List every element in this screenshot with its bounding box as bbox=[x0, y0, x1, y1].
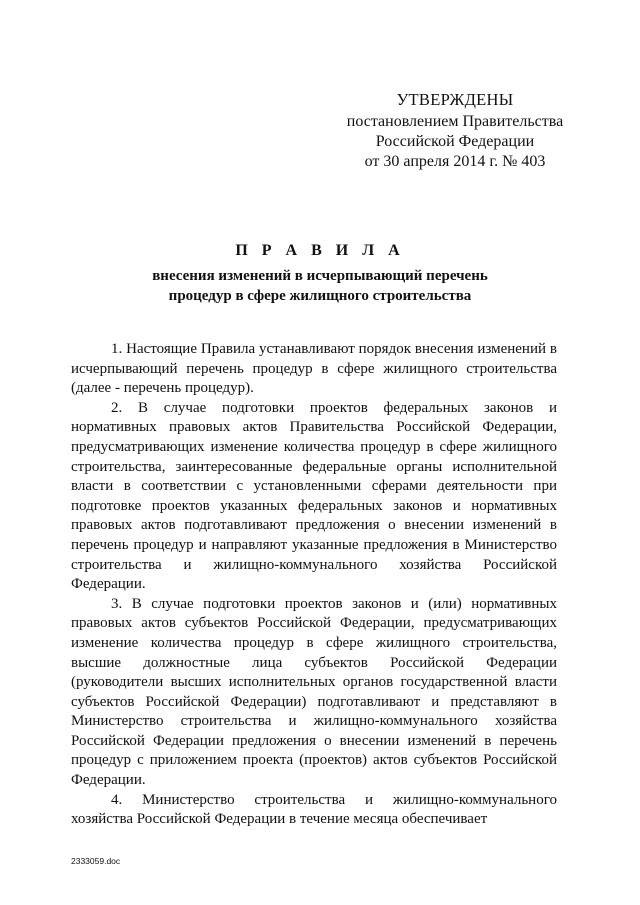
document-title: П Р А В И Л А bbox=[235, 242, 405, 259]
subtitle-line-1: внесения изменений в исчерпывающий перечень bbox=[152, 268, 488, 284]
paragraph-2: 2. В случае подготовки проектов федеральных законов и нормативных правовых актов Правительства Российской Федерации, предусматривающих изменение количества процедур в сфере жилищного строительства, заинтересованные федеральные органы исполнительной власти в соответствии с установленными сферами деятельности при подготовке проектов указанных федеральных законов и нормативных правовых актов подготавливают предложения о внесении изменений в перечень процедур и направляют указанные предложения в Министерство строительства и жилищно-коммунального хозяйства Российской Федерации. bbox=[71, 399, 557, 593]
approval-stamp bbox=[340, 90, 570, 172]
document-body bbox=[71, 340, 557, 830]
approval-line-3: от 30 апреля 2014 г. № 403 bbox=[364, 153, 546, 170]
document-subtitle bbox=[0, 266, 640, 306]
paragraph-4: 4. Министерство строительства и жилищно-коммунального хозяйства Российской Федерации в течение месяца обеспечивает bbox=[71, 791, 557, 828]
approval-title: УТВЕРЖДЕНЫ bbox=[396, 90, 514, 109]
paragraph-1: 1. Настоящие Правила устанавливают порядок внесения изменений в исчерпывающий перечень процедур в сфере жилищного строительства (далее - перечень процедур). bbox=[71, 341, 557, 397]
approval-line-2: Российской Федерации bbox=[375, 133, 535, 150]
paragraph-3: 3. В случае подготовки проектов законов и (или) нормативных правовых актов субъектов Российской Федерации, предусматривающих изменение количества процедур в сфере жилищного строительства, высшие должностные лица субъектов Российской Федерации (руководители высших исполнительных органов государственной власти субъектов Российской Федерации) подготавливают и представляют в Министерство строительства и жилищно-коммунального хозяйства Российской Федерации предложения о внесении изменений в перечень процедур с приложением проекта (проектов) актов субъектов Российской Федерации. bbox=[71, 595, 557, 789]
approval-line-1: постановлением Правительства bbox=[346, 113, 564, 130]
subtitle-line-2: процедур в сфере жилищного строительства bbox=[168, 288, 472, 304]
footer-file-name: 2333059.doc bbox=[71, 856, 121, 866]
